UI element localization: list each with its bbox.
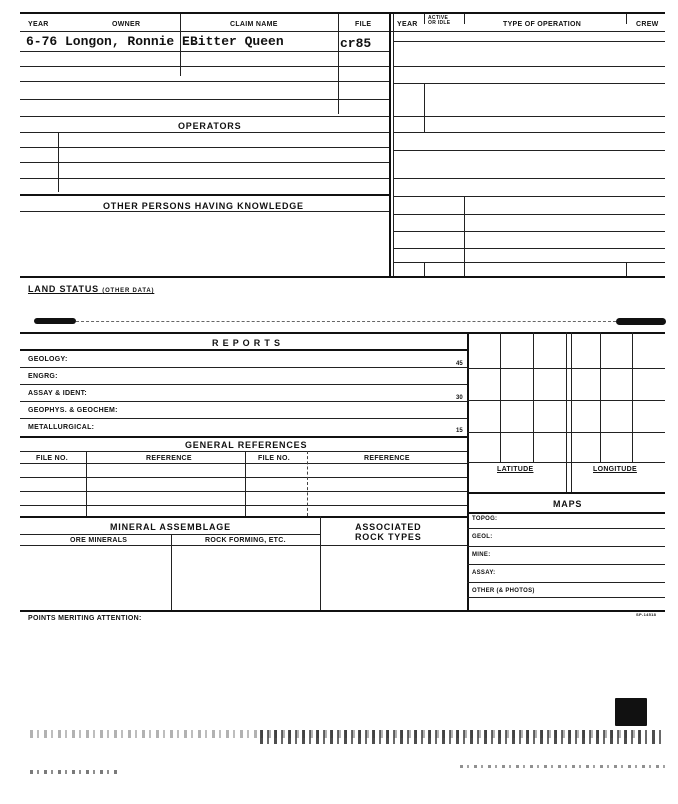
col-file: FILE [355,21,372,28]
operators-heading: OPERATORS [178,121,242,131]
margin-number-15: 15 [456,428,463,434]
form-code: SP-14518 [636,612,657,617]
ref-col-file-no-2: FILE NO. [258,455,290,462]
longitude-label: LONGITUDE [593,466,637,473]
scan-noise-bottom-right [460,765,665,768]
ref-col-file-no-1: FILE NO. [36,455,68,462]
ore-minerals-label: ORE MINERALS [70,537,128,544]
margin-number-45: 45 [456,361,463,367]
maps-assay: ASSAY: [472,570,496,576]
mineral-assemblage-heading: MINERAL ASSEMBLAGE [110,522,231,532]
associated-rock-types-heading: ASSOCIATED ROCK TYPES [355,522,422,542]
col-year-2: YEAR [397,21,418,28]
entry-file: cr85 [340,36,372,51]
entry-claim-name: Bitter Queen [190,34,284,49]
scan-noise-bottom [30,770,120,774]
latitude-label: LATITUDE [497,466,534,473]
land-status-heading: LAND STATUS (OTHER DATA) [28,284,155,294]
general-references-heading: GENERAL REFERENCES [185,440,308,450]
maps-mine: MINE: [472,552,491,558]
other-persons-heading: OTHER PERSONS HAVING KNOWLEDGE [103,201,304,211]
report-geology: GEOLOGY: [28,356,68,363]
col-owner: OWNER [112,21,141,28]
maps-other-photos: OTHER (& PHOTOS) [472,588,535,594]
maps-geol: GEOL: [472,534,493,540]
scan-smudge-left [34,318,76,324]
ref-col-reference-2: REFERENCE [364,455,410,462]
maps-topog: TOPOG: [472,516,498,522]
col-year: YEAR [28,21,49,28]
maps-heading: MAPS [553,499,583,509]
col-active-idle: ACTIVE OR IDLE [428,15,451,26]
report-metallurgical: METALLURGICAL: [28,424,95,431]
report-geophys: GEOPHYS. & GEOCHEM: [28,407,118,414]
margin-number-30: 30 [456,395,463,401]
report-assay: ASSAY & IDENT: [28,390,88,397]
col-crew: CREW [636,21,659,28]
scan-noise-band-dark [260,730,665,744]
scan-smudge-right [616,318,666,325]
ref-col-reference-1: REFERENCE [146,455,192,462]
entry-year-owner: 6-76 Longon, Ronnie E. [26,34,198,49]
points-meriting-attention: POINTS MERITING ATTENTION: [28,615,142,622]
report-engrg: ENGRG: [28,373,58,380]
col-claim-name: CLAIM NAME [230,21,278,28]
scan-block-dark [615,698,647,726]
reports-heading: R E P O R T S [212,338,281,348]
col-type-of-operation: TYPE OF OPERATION [503,21,582,28]
rock-forming-label: ROCK FORMING, ETC. [205,537,286,544]
